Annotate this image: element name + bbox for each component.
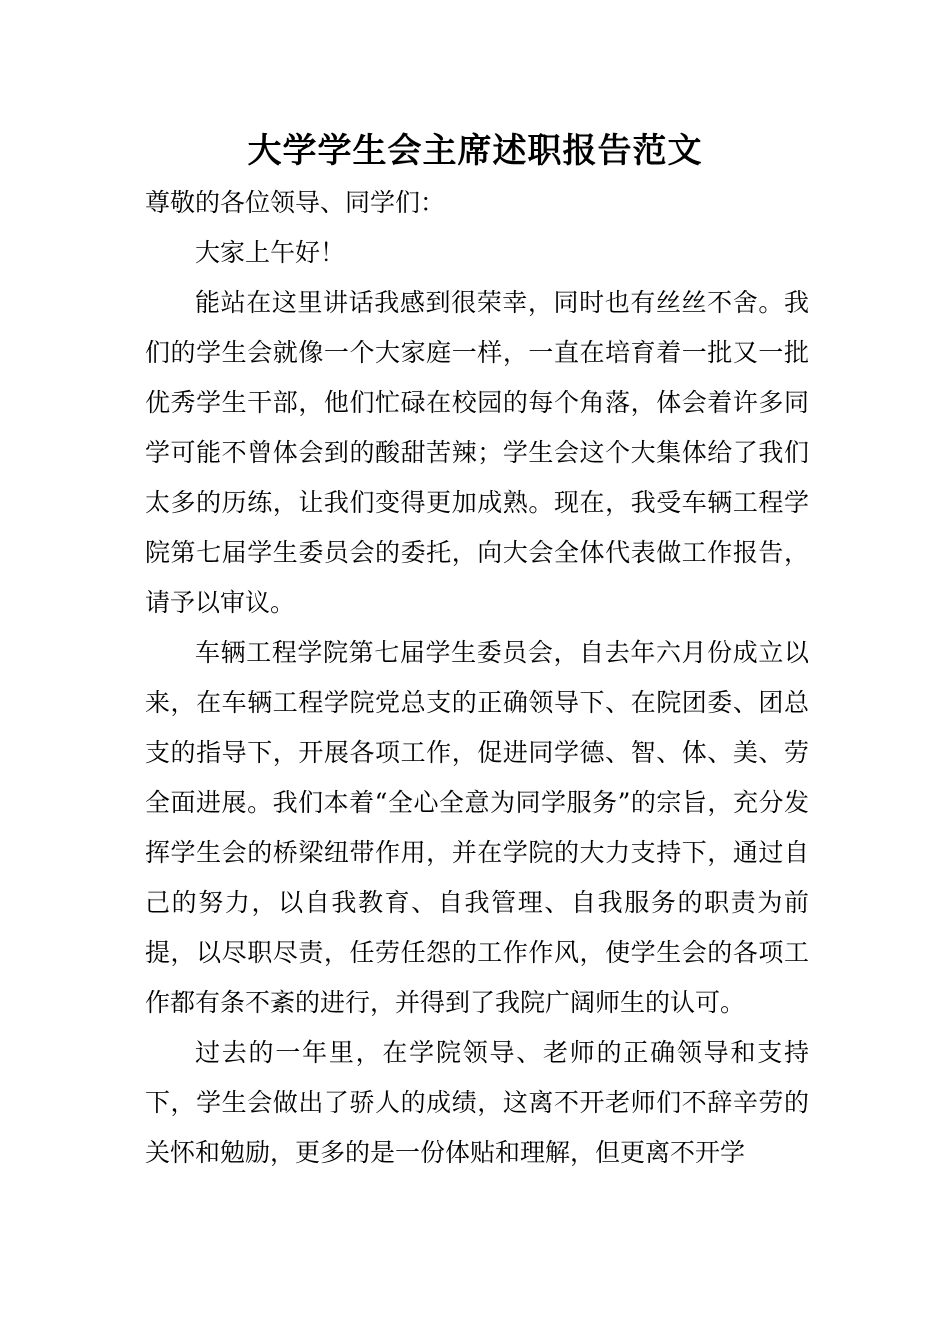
document-title: 大学学生会主席述职报告范文 <box>247 131 703 171</box>
paragraph-1: 能站在这里讲话我感到很荣幸，同时也有丝丝不舍。我们的学生会就像一个大家庭一样，一直在培育着一批又一批优秀学生干部，他们忙碌在校园的每个角落，体会着许多同学可能不曾体会到的酸甜苦辣；学生会这个大集体给了我们太多的历练，让我们变得更加成熟。现在，我受车辆工程学院第七届学生委员会的委托，向大会全体代表做工作报告，请予以审议。 <box>145 288 809 617</box>
paragraph-greeting: 大家上午好！ <box>195 238 346 267</box>
paragraph-2: 车辆工程学院第七届学生委员会，自去年六月份成立以来，在车辆工程学院党总支的正确领导下、在院团委、团总支的指导下，开展各项工作，促进同学德、智、体、美、劳全面进展。我们本着“全心全意为同学服务”的宗旨，充分发挥学生会的桥梁纽带作用，并在学院的大力支持下，通过自己的努力，以自我教育、自我管理、自我服务的职责为前提，以尽职尽责，任劳任怨的工作作风，使学生会的各项工作都有条不紊的进行，并得到了我院广阔师生的认可。 <box>145 638 809 1017</box>
salutation: 尊敬的各位领导、同学们： <box>145 188 446 217</box>
paragraph-3: 过去的一年里，在学院领导、老师的正确领导和支持下，学生会做出了骄人的成绩，这离不开老师们不辞辛劳的关怀和勉励，更多的是一份体贴和理解，但更离不开学 <box>145 1038 809 1167</box>
document-body <box>145 178 809 1178</box>
